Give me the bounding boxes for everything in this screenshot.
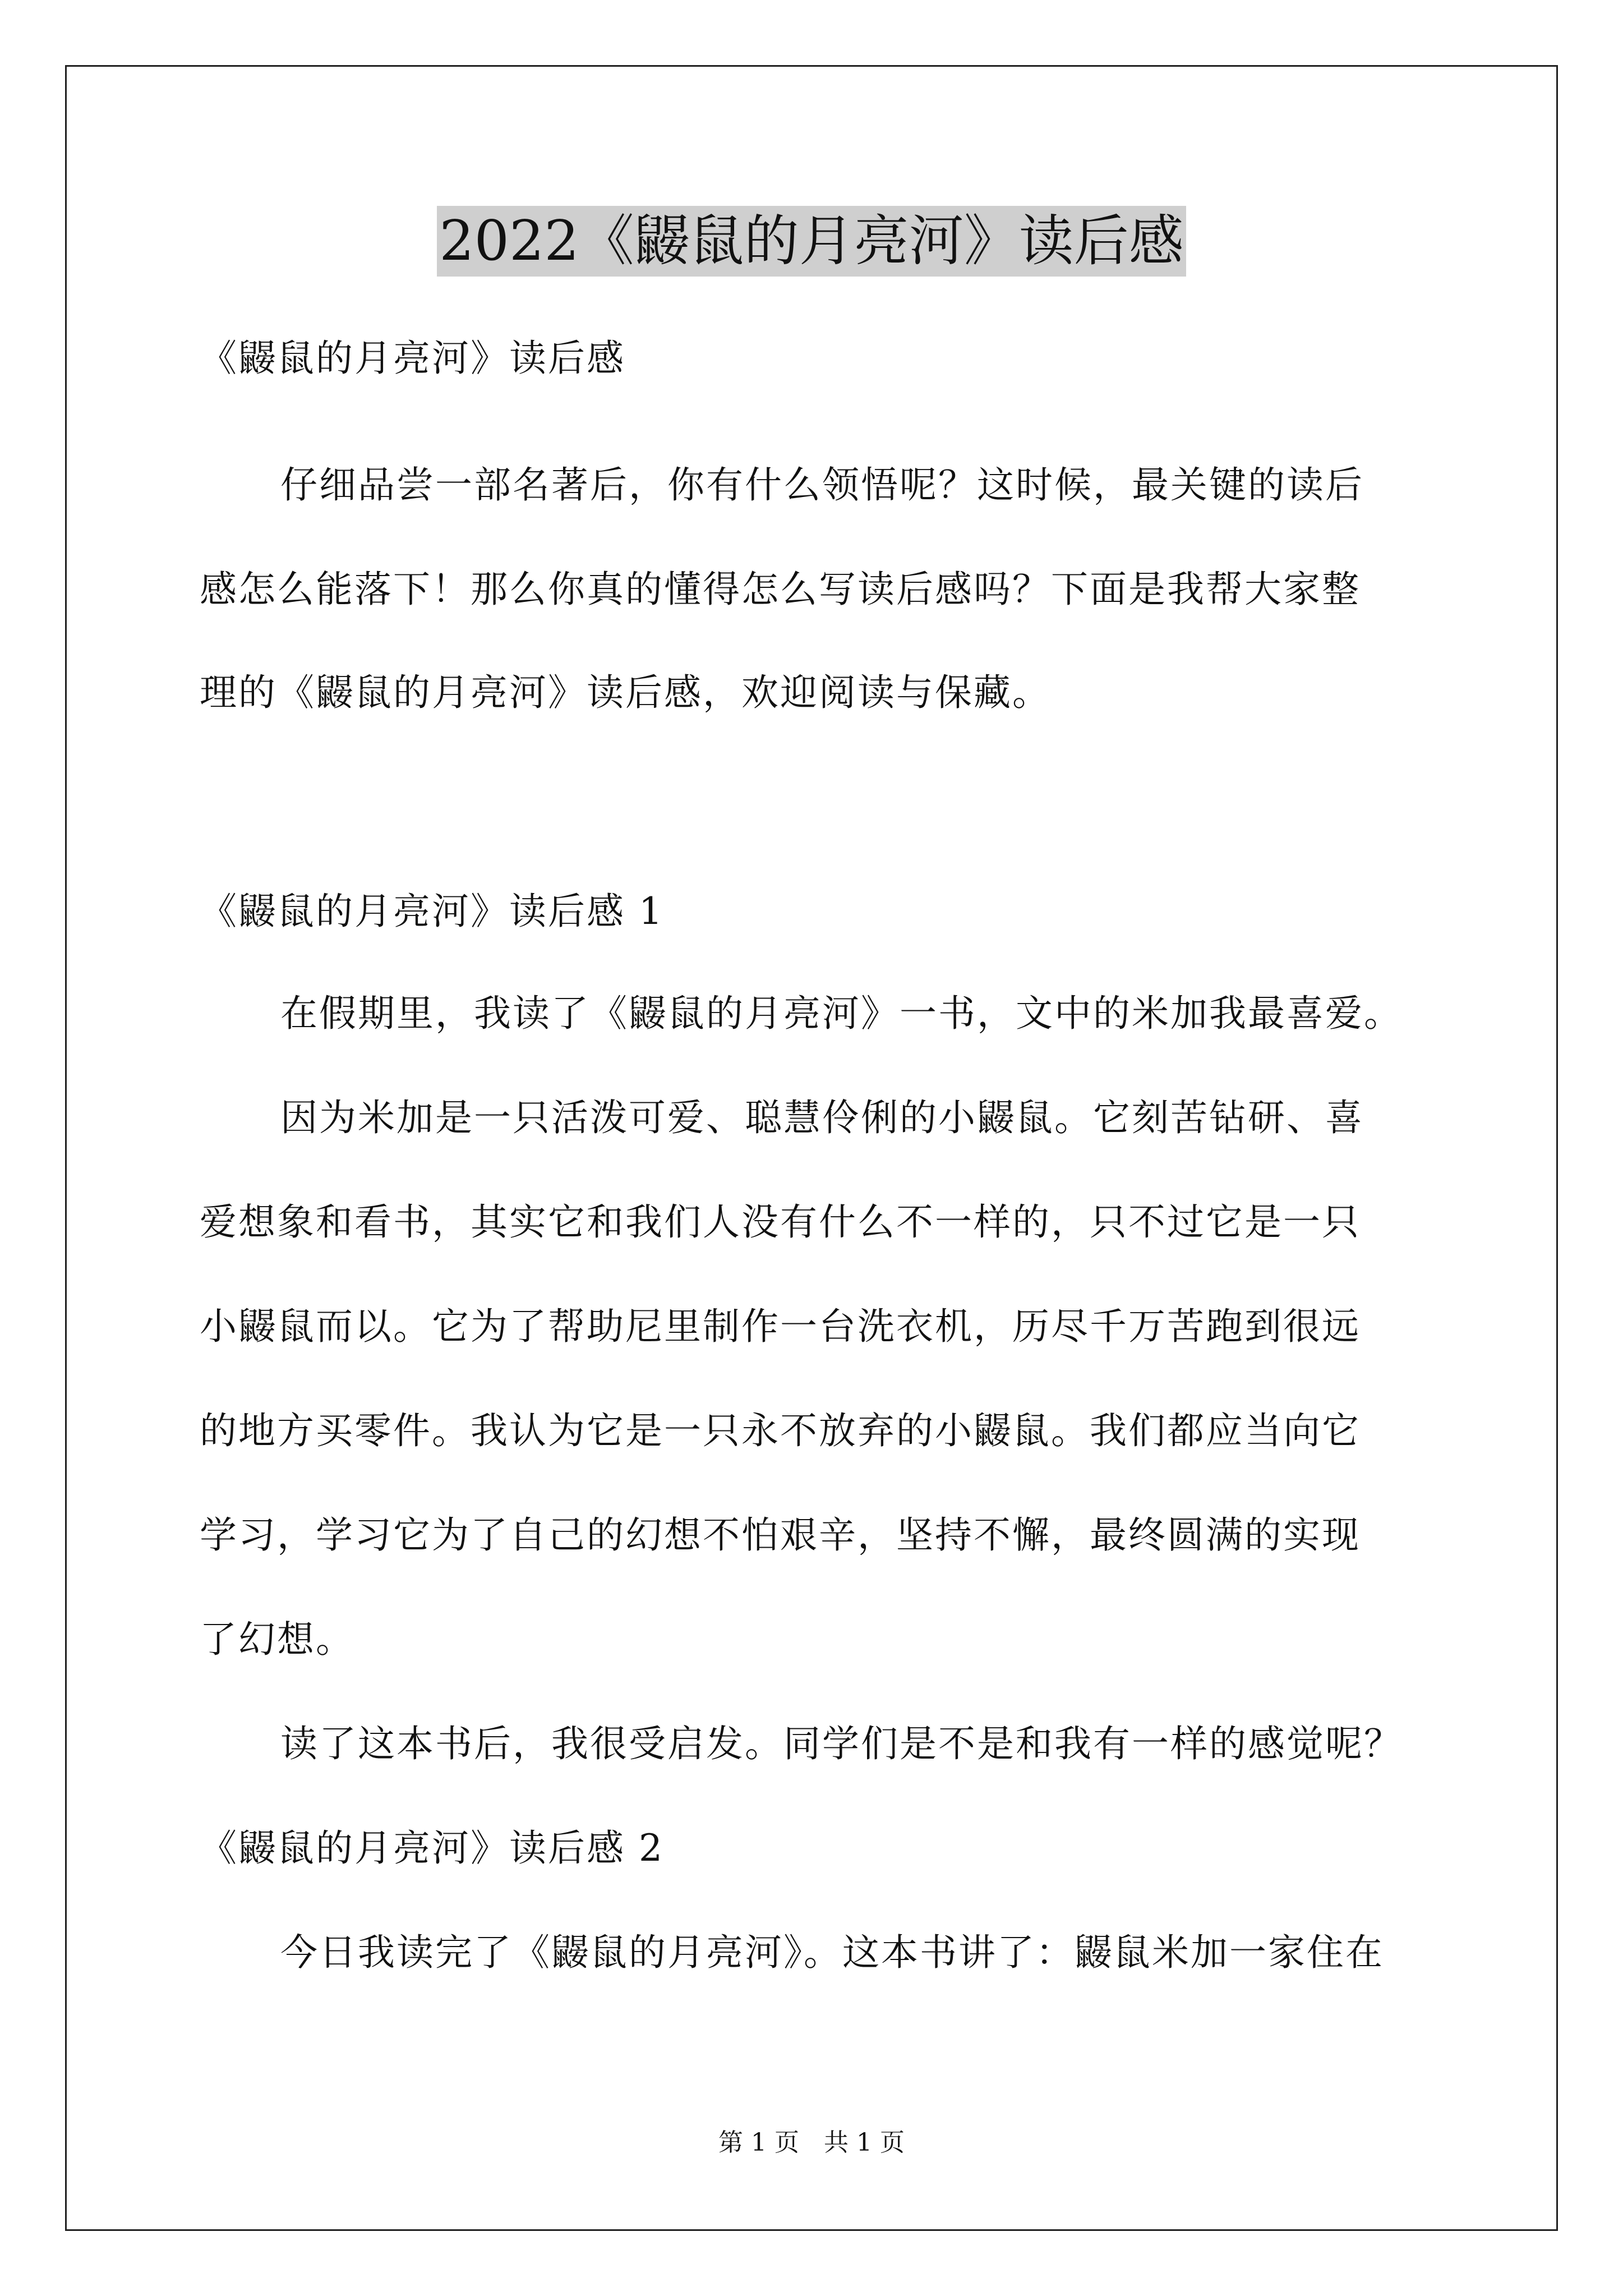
paragraph-line: 在假期里，我读了《鼹鼠的月亮河》一书，文中的米加我最喜爱。 — [280, 992, 1403, 1035]
paragraph-line: 了幻想。 — [200, 1618, 354, 1661]
page-footer: 第 1 页 共 1 页 — [718, 2128, 905, 2157]
paragraph-line: 理的《鼹鼠的月亮河》读后感，欢迎阅读与保藏。 — [200, 671, 1051, 714]
paragraph-line: 今日我读完了《鼹鼠的月亮河》。这本书讲了：鼹鼠米加一家住在 — [280, 1931, 1384, 1974]
document-title-text: 2022《鼹鼠的月亮河》读后感 — [437, 206, 1186, 277]
paragraph-line: 小鼹鼠而以。它为了帮助尼里制作一台洗衣机，历尽千万苦跑到很远 — [200, 1305, 1361, 1348]
paragraph-line: 仔细品尝一部名著后，你有什么领悟呢？这时候，最关键的读后 — [280, 463, 1364, 507]
subtitle-heading: 《鼹鼠的月亮河》读后感 — [200, 337, 625, 380]
paragraph-line: 读了这本书后，我很受启发。同学们是不是和我有一样的感觉呢？ — [280, 1722, 1403, 1765]
paragraph-line: 爱想象和看书，其实它和我们人没有什么不一样的，只不过它是一只 — [200, 1200, 1361, 1244]
paragraph-line: 学习，学习它为了自己的幻想不怕艰辛，坚持不懈，最终圆满的实现 — [200, 1513, 1361, 1557]
section-heading-2: 《鼹鼠的月亮河》读后感 2 — [200, 1826, 664, 1870]
paragraph-line: 因为米加是一只活泼可爱、聪慧伶俐的小鼹鼠。它刻苦钻研、喜 — [280, 1096, 1364, 1139]
paragraph-line: 的地方买零件。我认为它是一只永不放弃的小鼹鼠。我们都应当向它 — [200, 1409, 1361, 1452]
section-heading-1: 《鼹鼠的月亮河》读后感 1 — [200, 890, 664, 933]
document-title — [0, 202, 1623, 280]
paragraph-line: 感怎么能落下！那么你真的懂得怎么写读后感吗？下面是我帮大家整 — [200, 568, 1361, 611]
page-border — [65, 65, 1558, 2231]
